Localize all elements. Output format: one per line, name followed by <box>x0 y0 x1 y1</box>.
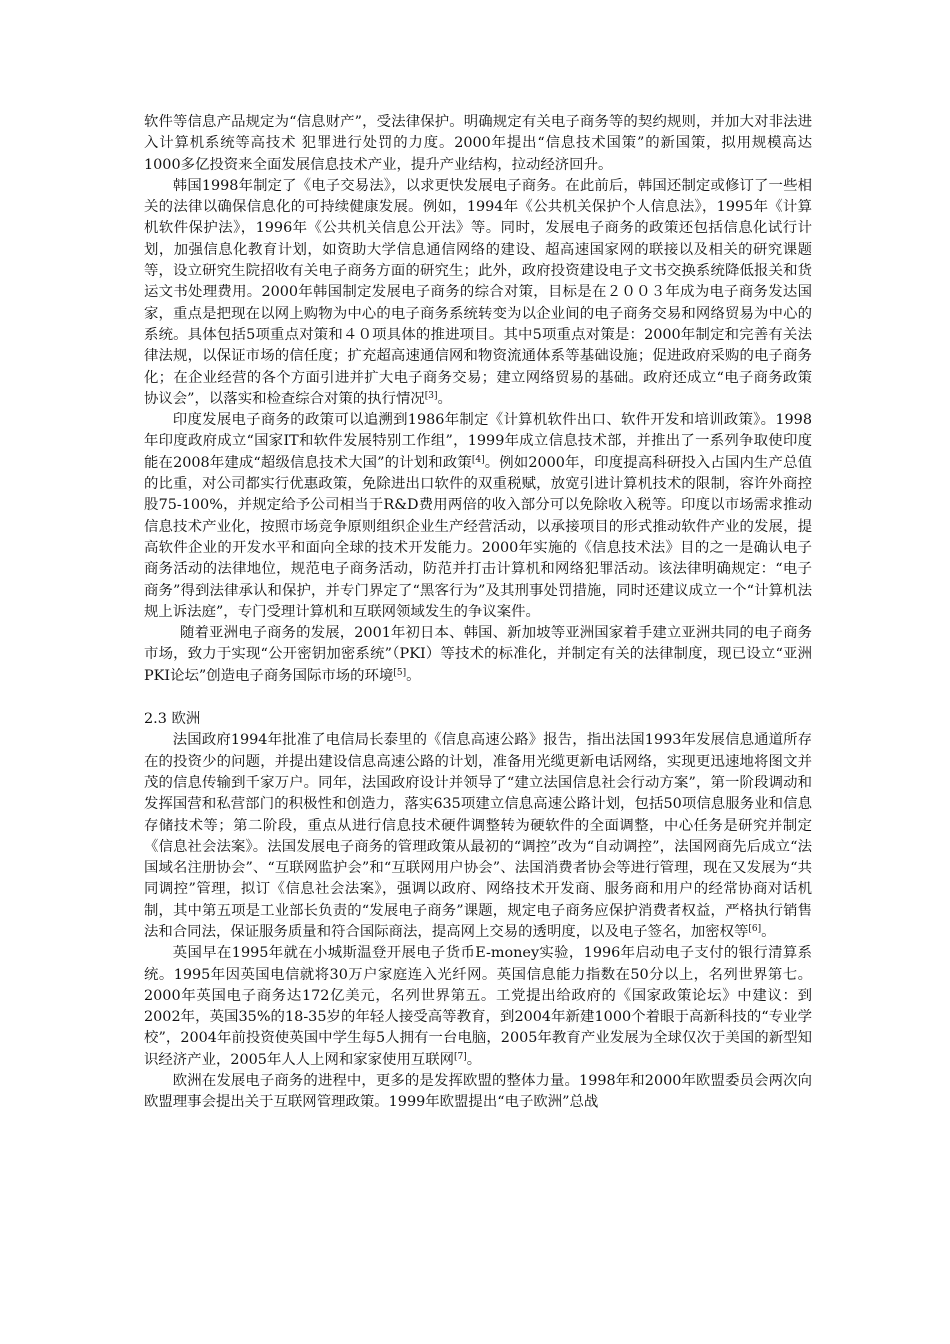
citation-ref: [4] <box>471 454 485 465</box>
paragraph-france <box>144 730 812 943</box>
paragraph-text: 印度发展电子商务的政策可以追溯到1986年制定《计算机软件出口、软件开发和培训政策》。1998年印度政府成立“国家IT和软件发展特别工作组”，1999年成立信息技术部，并推出了一系列争取使印度能在2008年建成“超级信息技术大国”的计划和政策 <box>144 412 812 471</box>
section-heading-europe: 2.3 欧洲 <box>144 711 201 728</box>
paragraph-end: 。 <box>761 923 776 940</box>
paragraph-end: 。 <box>437 390 452 407</box>
paragraph-text: 法国政府1994年批准了电信局长泰里的《信息高速公路》报告，指出法国1993年发展信息通道所存在的投资少的问题，并提出建设信息高速公路的计划，准备用光缆更新电话网络，实现更迅速地将图文并茂的信息传输到千家万户。同年，法国政府设计并领导了“建立法国信息社会行动方案”，第一阶段调动和发挥国营和私营部门的积极性和创造力，落实635项建立信息高速公路计划，包括50项信息服务业和信息存储技术等；第二阶段，重点从进行信息技术硬件调整转为硬软件的全面调整，中心任务是研究并制定《信息社会法案》。法国发展电子商务的管理政策从最初的“调控”改为“自动调控”，法国网商先后成立“法国域名注册协会”、“互联网监护会”和“互联网用户协会”、法国消费者协会等进行管理，现在又发展为“共同调控”管理，拟订《信息社会法案》，强调以政府、网络技术开发商、服务商和用户的经常协商对话机制，其中第五项是工业部长负责的“发展电子商务”课题，规定电子商务应保护消费者权益，严格执行销售法和合同法，保证服务质量和符合国际商法，提高网上交易的透明度，以及电子签名，加密权等 <box>144 732 812 940</box>
paragraph-japan-continued: 软件等信息产品规定为“信息财产”，受法律保护。明确规定有关电子商务等的契约规则，并加大对非法进入计算机系统等高技术 犯罪进行处罚的力度。2000年提出“信息技术国策”的新国策，拟用规模高达1000多亿投资来全面发展信息技术产业，提升产业结构，拉动经济回升。 <box>144 114 812 173</box>
paragraph-asia-pki <box>144 623 812 687</box>
citation-ref: [5] <box>393 667 407 678</box>
paragraph-text: 韩国1998年制定了《电子交易法》，以求更快发展电子商务。在此前后，韩国还制定或修订了一些相关的法律以确保信息化的可持续健康发展。例如，1994年《公共机关保护个人信息法》，1995年《计算机软件保护法》，1996年《公共机关信息公开法》等。同时，发展电子商务的政策还包括信息化试行计划，加强信息化教育计划，如资助大学信息通信网络的建设、超高速国家网的联接以及相关的研究课题等，设立研究生院招收有关电子商务方面的研究生；此外，政府投资建设电子文书交换系统降低报关和货运文书处理费用。2000年韩国制定发展电子商务的综合对策，目标是在２００３年成为电子商务发达国家，重点是把现在以网上购物为中心的电子商务系统转变为以企业间的电子商务交易和网络贸易为中心的系统。具体包括5项重点对策和４０项具体的推进项目。其中5项重点对策是：2000年制定和完善有关法律法规，以保证市场的信任度；扩充超高速通信网和物资流通体系等基础设施；促进政府采购的电子商务化；在企业经营的各个方面引进并扩大电子商务交易；建立网络贸易的基础。政府还成立“电子商务政策协议会”，以落实和检查综合对策的执行情况 <box>144 177 812 407</box>
document-page <box>144 112 812 1114</box>
paragraph-eu: 欧洲在发展电子商务的进程中，更多的是发挥欧盟的整体力量。1998年和2000年欧盟委员会两次向欧盟理事会提出关于互联网管理政策。1999年欧盟提出“电子欧洲”总战 <box>144 1073 812 1111</box>
paragraph-korea <box>144 176 812 410</box>
paragraph-india <box>144 410 812 623</box>
paragraph-uk <box>144 943 812 1071</box>
paragraph-text-continued: 。例如2000年，印度提高科研投入占国内生产总值的比重，对公司都实行优惠政策，免除进出口软件的双重税赋，放宽引进计算机技术的限制，容许外商控股75-100%，并规定给予公司相当于R&D费用两倍的收入部分可以免除收入税等。印度以市场需求推动信息技术产业化，按照市场竞争原则组织企业生产经营活动，以承接项目的形式推动软件产业的发展，提高软件企业的开发水平和面向全球的技术开发能力。2000年实施的《信息技术法》目的之一是确认电子商务活动的法律地位，规范电子商务活动，防范并打击计算机和网络犯罪活动。该法律明确规定：“电子商务”得到法律承认和保护，并专门界定了“黑客行为”及其刑事处罚措施，同时还建议成立一个“计算机法规上诉法庭”，专门受理计算机和互联网领域发生的争议案件。 <box>144 454 812 620</box>
paragraph-text: 英国早在1995年就在小城斯温登开展电子货币E-money实验，1996年启动电子支付的银行清算系统。1995年因英国电信就将30万户家庭连入光纤网。英国信息能力指数在50分以上，名列世界第七。2000年英国电子商务达172亿美元，名列世界第五。工党提出给政府的《国家政策论坛》中建议：到2002年，英国35%的18-35岁的年轻人接受高等教育，到2004年新建1000个着眼于高新科技的“专业学校”，2004年前投资使英国中学生每5人拥有一台电脑，2005年教育产业发展为全球仅次于美国的新型知识经济产业，2005年人人上网和家家使用互联网 <box>144 945 812 1068</box>
citation-ref: [7] <box>454 1051 467 1062</box>
paragraph-end: 。 <box>466 1051 482 1068</box>
paragraph-text: 随着亚洲电子商务的发展，2001年初日本、韩国、新加坡等亚洲国家着手建立亚洲共同的电子商务市场，致力于实现“公开密钥加密系统”（PKI）等技术的标准化，并制定有关的法律制度，现已设立“亚洲PKI论坛”创造电子商务国际市场的环境 <box>144 625 812 684</box>
citation-ref: [6] <box>748 923 762 934</box>
paragraph-end: 。 <box>406 667 421 684</box>
citation-ref: [3] <box>424 390 438 401</box>
